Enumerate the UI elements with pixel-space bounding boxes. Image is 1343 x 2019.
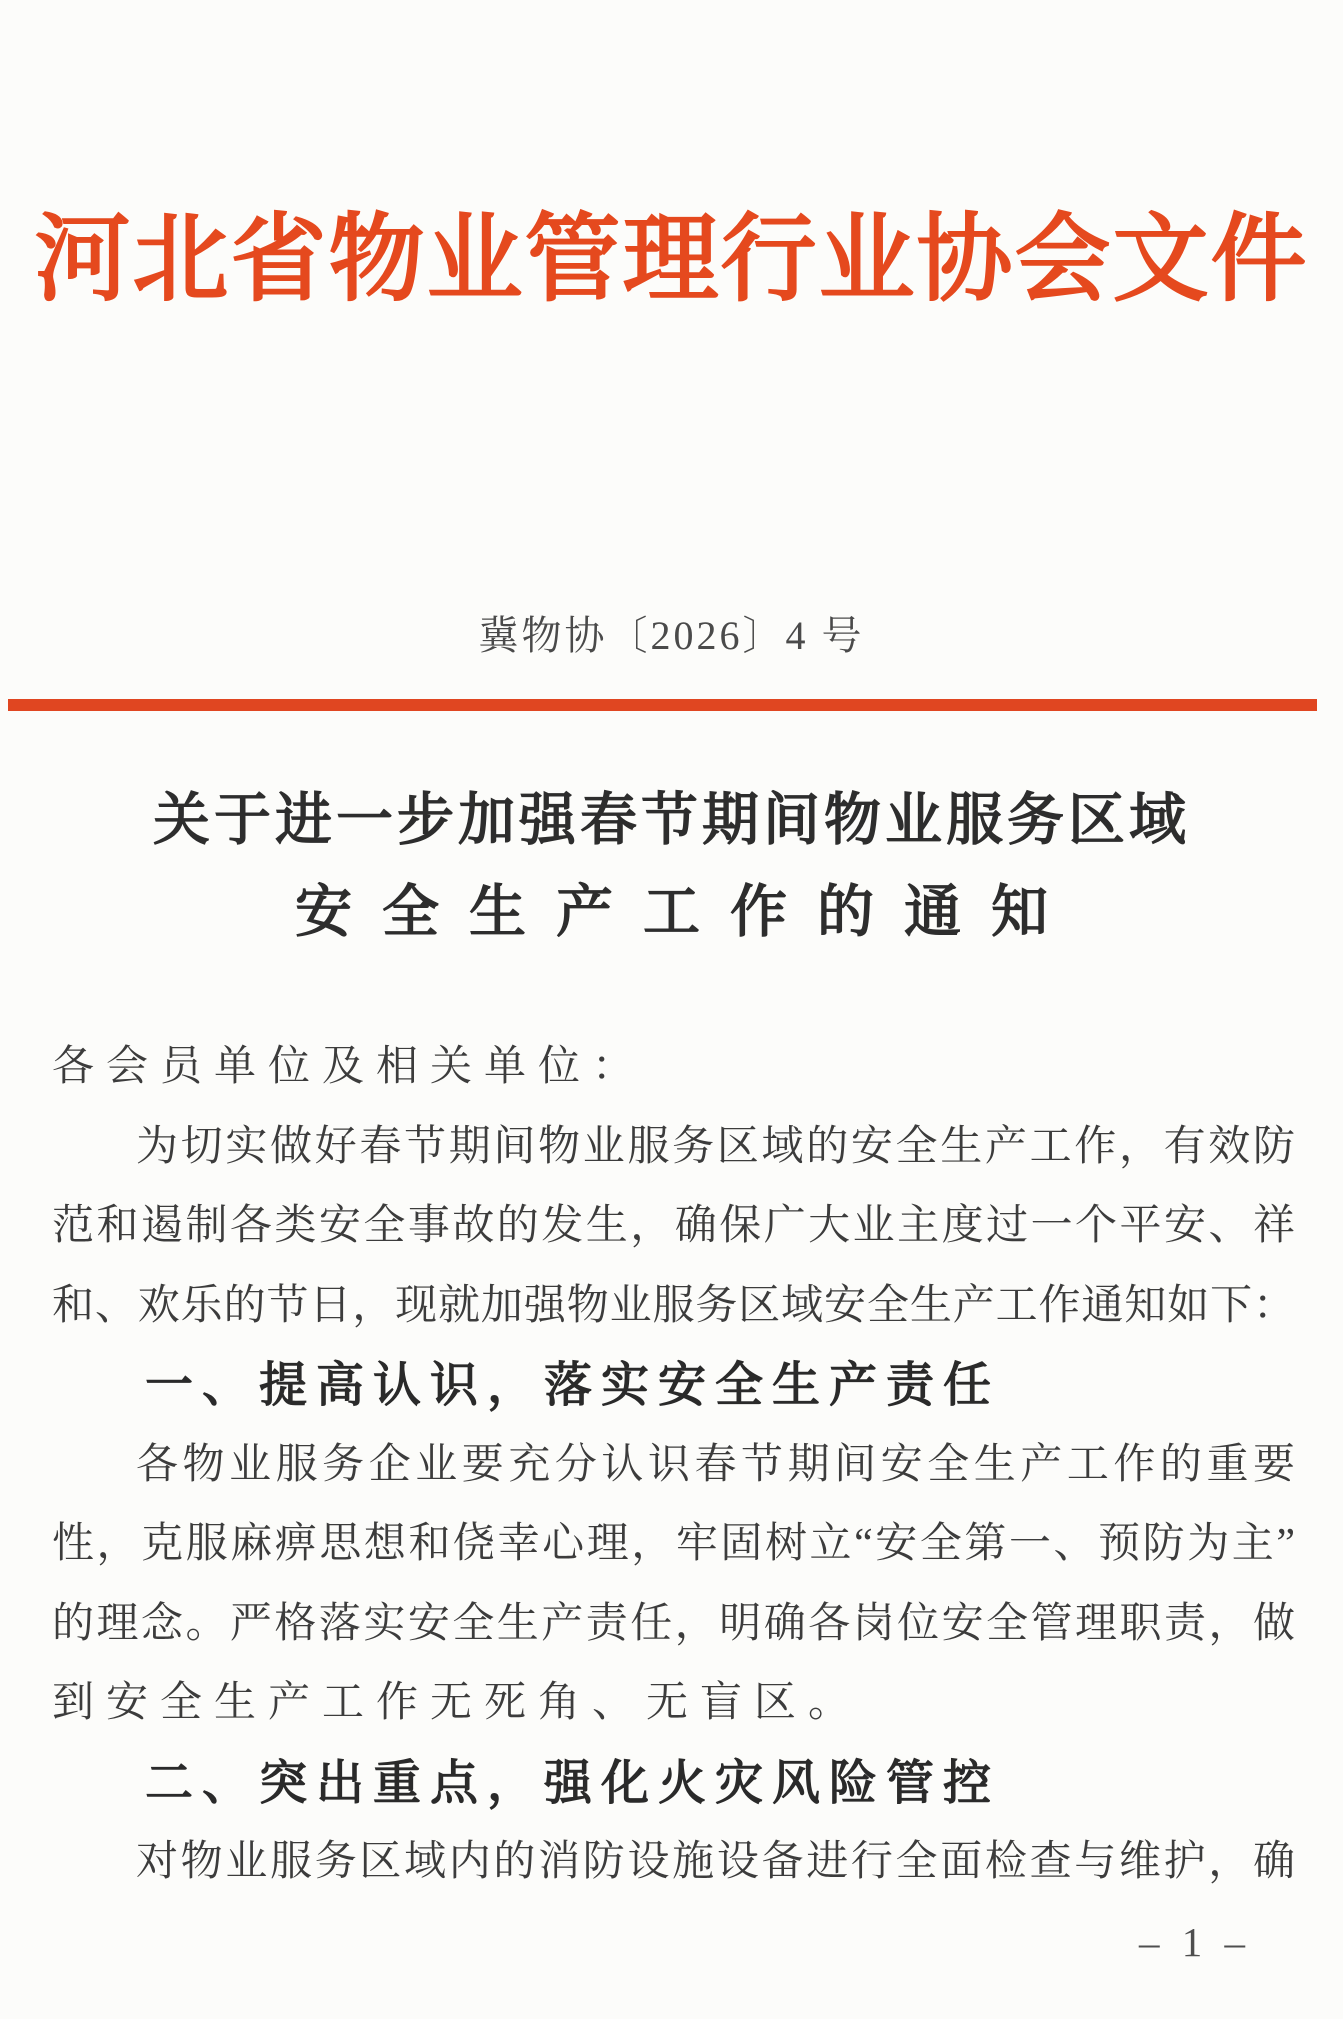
section-heading-2: 二、突出重点，强化火灾风险管控: [145, 1756, 1001, 1810]
red-divider-rule: [8, 699, 1317, 711]
page-number: – 1 –: [1139, 1919, 1251, 1965]
section-heading-1: 一、提高认识，落实安全生产责任: [145, 1359, 1001, 1412]
document-number: 冀物协〔2026〕4 号: [478, 613, 865, 658]
body-line: 性，克服麻痹思想和侥幸心理，牢固树立“安全第一、预防为主”: [52, 1521, 1295, 1567]
salutation-line: 各会员单位及相关单位：: [52, 1044, 647, 1090]
masthead-title: 河北省物业管理行业协会文件: [34, 206, 1309, 313]
body-line: 的理念。严格落实安全生产责任，明确各岗位安全管理职责，做: [52, 1600, 1295, 1647]
document-title-line-2: 安全生产工作的通知: [295, 881, 1078, 944]
body-line: 范和遏制各类安全事故的发生，确保广大业主度过一个平安、祥: [52, 1203, 1295, 1249]
body-line: 对物业服务区域内的消防设施设备进行全面检查与维护，确: [136, 1839, 1295, 1885]
document-title-line-1: 关于进一步加强春节期间物业服务区域: [153, 789, 1190, 852]
document-title: [0, 775, 1343, 959]
body-line: 为切实做好春节期间物业服务区域的安全生产工作，有效防: [136, 1123, 1295, 1170]
document-body: [52, 1028, 1295, 1903]
body-line: 和、欢乐的节日，现就加强物业服务区域安全生产工作通知如下：: [52, 1282, 1295, 1329]
body-line: 各物业服务企业要充分认识春节期间安全生产工作的重要: [136, 1441, 1295, 1488]
body-line: 到安全生产工作无死角、无盲区。: [52, 1680, 863, 1726]
